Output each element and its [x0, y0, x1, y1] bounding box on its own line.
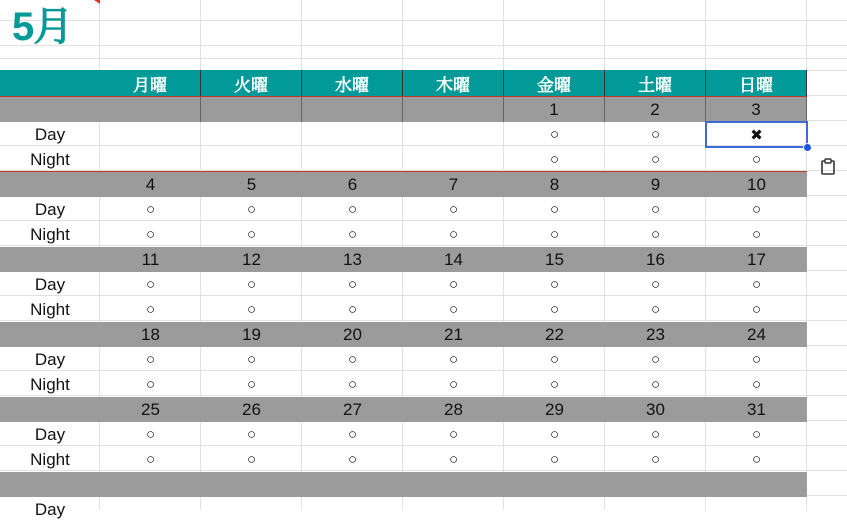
- date-cell[interactable]: [504, 472, 605, 497]
- night-label[interactable]: Night: [30, 299, 70, 319]
- date-cell[interactable]: [201, 97, 302, 122]
- night-availability-cell[interactable]: ○: [246, 376, 257, 393]
- date-cell[interactable]: 11: [100, 247, 201, 272]
- day-availability-cell[interactable]: ○: [650, 201, 661, 218]
- night-availability-cell[interactable]: ○: [448, 376, 459, 393]
- date-cell[interactable]: 18: [100, 322, 201, 347]
- date-cell[interactable]: [302, 472, 403, 497]
- day-availability-cell[interactable]: [403, 122, 504, 147]
- weekday-header[interactable]: 日曜: [706, 70, 807, 97]
- night-availability-cell[interactable]: ○: [650, 301, 661, 318]
- night-availability-cell[interactable]: ○: [145, 451, 156, 468]
- date-cell[interactable]: 21: [403, 322, 504, 347]
- date-cell[interactable]: 15: [504, 247, 605, 272]
- day-availability-cell[interactable]: ○: [650, 426, 661, 443]
- weekday-header[interactable]: 土曜: [605, 70, 706, 97]
- day-label[interactable]: Day: [34, 499, 66, 519]
- date-cell[interactable]: [100, 97, 201, 122]
- day-availability-cell[interactable]: ○: [347, 351, 358, 368]
- night-availability-cell[interactable]: ○: [751, 226, 762, 243]
- date-cell[interactable]: 24: [706, 322, 807, 347]
- gridline-horizontal: [0, 58, 847, 59]
- night-availability-cell[interactable]: ○: [448, 451, 459, 468]
- day-availability-cell[interactable]: ○: [751, 276, 762, 293]
- day-label[interactable]: Day: [34, 124, 66, 144]
- day-availability-cell[interactable]: ○: [549, 351, 560, 368]
- date-cell[interactable]: 30: [605, 397, 706, 422]
- day-availability-cell[interactable]: ○: [549, 276, 560, 293]
- day-availability-cell[interactable]: ○: [145, 426, 156, 443]
- date-row-label-cell[interactable]: [0, 397, 100, 422]
- night-label[interactable]: Night: [30, 224, 70, 244]
- date-cell[interactable]: [403, 97, 504, 122]
- day-availability-cell[interactable]: ○: [246, 351, 257, 368]
- date-cell[interactable]: 4: [100, 172, 201, 197]
- date-cell[interactable]: 20: [302, 322, 403, 347]
- day-availability-cell[interactable]: ○: [751, 351, 762, 368]
- night-availability-cell[interactable]: ○: [347, 451, 358, 468]
- night-availability-cell[interactable]: ○: [751, 376, 762, 393]
- day-availability-cell[interactable]: ○: [549, 426, 560, 443]
- date-cell[interactable]: 8: [504, 172, 605, 197]
- date-cell[interactable]: 12: [201, 247, 302, 272]
- date-row-label-cell[interactable]: [0, 322, 100, 347]
- comment-marker-icon: [94, 0, 100, 4]
- day-availability-cell[interactable]: ○: [650, 126, 661, 143]
- gridline-horizontal: [0, 45, 847, 46]
- night-availability-cell[interactable]: [201, 147, 302, 172]
- day-availability-cell[interactable]: ○: [448, 351, 459, 368]
- date-cell[interactable]: 22: [504, 322, 605, 347]
- date-cell[interactable]: 1: [504, 97, 605, 122]
- night-availability-cell[interactable]: ○: [549, 151, 560, 168]
- weekday-header[interactable]: 金曜: [504, 70, 605, 97]
- day-availability-cell[interactable]: [201, 122, 302, 147]
- date-cell[interactable]: 14: [403, 247, 504, 272]
- date-cell[interactable]: [100, 472, 201, 497]
- date-cell[interactable]: 19: [201, 322, 302, 347]
- night-availability-cell[interactable]: ○: [145, 301, 156, 318]
- night-availability-cell[interactable]: ○: [347, 226, 358, 243]
- date-cell[interactable]: 5: [201, 172, 302, 197]
- weekday-header[interactable]: 月曜: [100, 70, 201, 97]
- day-availability-cell[interactable]: ○: [751, 426, 762, 443]
- day-label[interactable]: Day: [34, 424, 66, 444]
- day-availability-cell[interactable]: ○: [145, 276, 156, 293]
- day-availability-cell[interactable]: ✖: [750, 126, 763, 144]
- day-availability-cell[interactable]: ○: [448, 426, 459, 443]
- fill-handle[interactable]: [803, 143, 812, 152]
- month-title: 5月: [12, 5, 73, 49]
- night-availability-cell[interactable]: ○: [246, 451, 257, 468]
- night-label[interactable]: Night: [30, 149, 70, 169]
- night-availability-cell[interactable]: ○: [145, 376, 156, 393]
- date-cell[interactable]: 6: [302, 172, 403, 197]
- night-availability-cell[interactable]: ○: [549, 301, 560, 318]
- date-row-label-cell[interactable]: [0, 247, 100, 272]
- night-label[interactable]: Night: [30, 449, 70, 469]
- day-availability-cell[interactable]: ○: [650, 276, 661, 293]
- date-cell[interactable]: [201, 472, 302, 497]
- date-cell[interactable]: 13: [302, 247, 403, 272]
- night-availability-cell[interactable]: ○: [246, 226, 257, 243]
- night-availability-cell[interactable]: [403, 147, 504, 172]
- night-availability-cell[interactable]: ○: [650, 226, 661, 243]
- day-availability-cell[interactable]: ○: [145, 201, 156, 218]
- date-cell[interactable]: 3: [706, 97, 807, 122]
- header-corner-cell[interactable]: [0, 70, 100, 97]
- night-availability-cell[interactable]: ○: [751, 151, 762, 168]
- date-cell[interactable]: 9: [605, 172, 706, 197]
- day-availability-cell[interactable]: ○: [246, 426, 257, 443]
- night-availability-cell[interactable]: ○: [650, 376, 661, 393]
- night-availability-cell[interactable]: ○: [549, 226, 560, 243]
- day-availability-cell[interactable]: ○: [448, 201, 459, 218]
- date-cell[interactable]: 7: [403, 172, 504, 197]
- day-availability-cell[interactable]: ○: [347, 276, 358, 293]
- selected-cell-outline[interactable]: [705, 121, 808, 148]
- day-availability-cell[interactable]: ○: [549, 126, 560, 143]
- night-availability-cell[interactable]: ○: [246, 301, 257, 318]
- night-availability-cell[interactable]: [302, 147, 403, 172]
- night-availability-cell[interactable]: ○: [448, 301, 459, 318]
- date-cell[interactable]: 23: [605, 322, 706, 347]
- gridline-horizontal: [0, 20, 847, 21]
- weekday-header[interactable]: 木曜: [403, 70, 504, 97]
- date-cell[interactable]: [605, 472, 706, 497]
- day-availability-cell[interactable]: ○: [145, 351, 156, 368]
- night-availability-cell[interactable]: ○: [145, 226, 156, 243]
- date-row-label-cell[interactable]: [0, 97, 100, 122]
- night-availability-cell[interactable]: ○: [751, 301, 762, 318]
- weekday-header[interactable]: 水曜: [302, 70, 403, 97]
- date-cell[interactable]: 17: [706, 247, 807, 272]
- night-availability-cell[interactable]: ○: [448, 226, 459, 243]
- day-availability-cell[interactable]: ○: [246, 201, 257, 218]
- date-cell[interactable]: [403, 472, 504, 497]
- day-availability-cell[interactable]: ○: [448, 276, 459, 293]
- day-availability-cell[interactable]: ○: [650, 351, 661, 368]
- date-cell[interactable]: 2: [605, 97, 706, 122]
- night-availability-cell[interactable]: [100, 147, 201, 172]
- date-row-label-cell[interactable]: [0, 172, 100, 197]
- date-cell[interactable]: [302, 97, 403, 122]
- day-availability-cell[interactable]: ○: [549, 201, 560, 218]
- night-availability-cell[interactable]: ○: [650, 151, 661, 168]
- date-cell[interactable]: 29: [504, 397, 605, 422]
- date-cell[interactable]: 10: [706, 172, 807, 197]
- date-cell[interactable]: 27: [302, 397, 403, 422]
- date-cell[interactable]: 28: [403, 397, 504, 422]
- night-availability-cell[interactable]: ○: [549, 376, 560, 393]
- weekday-header[interactable]: 火曜: [201, 70, 302, 97]
- day-availability-cell[interactable]: ○: [347, 426, 358, 443]
- date-cell[interactable]: 16: [605, 247, 706, 272]
- night-availability-cell[interactable]: ○: [549, 451, 560, 468]
- date-cell[interactable]: 25: [100, 397, 201, 422]
- day-availability-cell[interactable]: [100, 122, 201, 147]
- day-availability-cell[interactable]: ○: [347, 201, 358, 218]
- day-availability-cell[interactable]: ○: [751, 201, 762, 218]
- day-availability-cell[interactable]: ○: [246, 276, 257, 293]
- date-cell[interactable]: [706, 472, 807, 497]
- day-availability-cell[interactable]: [302, 122, 403, 147]
- day-label[interactable]: Day: [34, 349, 66, 369]
- border-line: [0, 96, 807, 97]
- date-cell[interactable]: 26: [201, 397, 302, 422]
- day-label[interactable]: Day: [34, 199, 66, 219]
- night-availability-cell[interactable]: ○: [751, 451, 762, 468]
- night-availability-cell[interactable]: ○: [347, 376, 358, 393]
- date-cell[interactable]: 31: [706, 397, 807, 422]
- date-row-label-cell[interactable]: [0, 472, 100, 497]
- clipboard-icon[interactable]: [820, 158, 836, 176]
- day-label[interactable]: Day: [34, 274, 66, 294]
- night-label[interactable]: Night: [30, 374, 70, 394]
- night-availability-cell[interactable]: ○: [347, 301, 358, 318]
- night-availability-cell[interactable]: ○: [650, 451, 661, 468]
